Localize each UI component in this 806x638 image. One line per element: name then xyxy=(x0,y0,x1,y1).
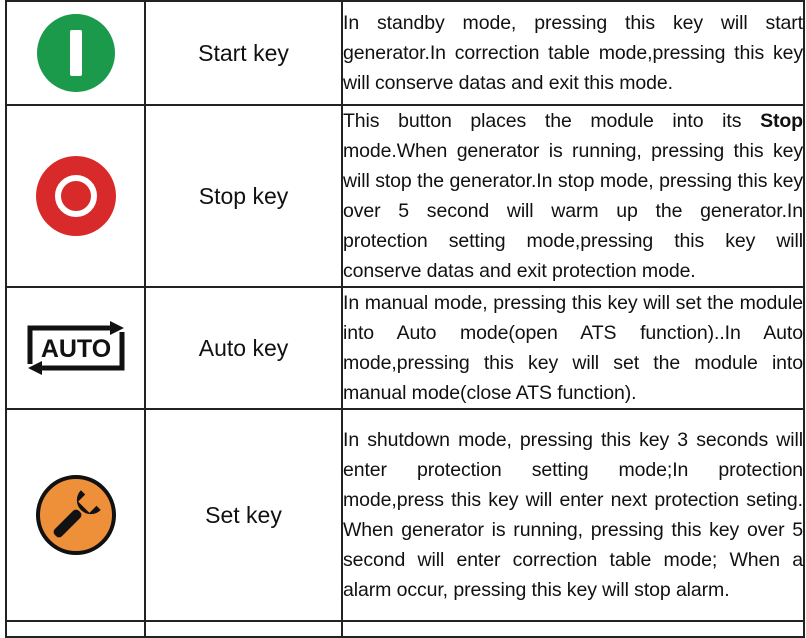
stop-icon xyxy=(35,155,117,237)
icon-cell xyxy=(6,1,145,105)
key-description: In manual mode, pressing this key will set the module into Auto mode(open ATS function)..In Auto mode,pressing this key will set the module into manual mode(close ATS function). xyxy=(342,287,804,409)
empty-cell xyxy=(342,621,804,637)
table-row xyxy=(6,105,804,287)
table-row xyxy=(6,1,804,105)
table-row xyxy=(6,409,804,621)
key-description: In shutdown mode, pressing this key 3 seconds will enter protection setting mode;In protection mode,press this key will enter next protection seting. When generator is running, pressing this key over 5 second will enter correction table mode; When a alarm occur, pressing this key will stop alarm. xyxy=(342,409,804,621)
empty-cell xyxy=(145,621,342,637)
icon-cell xyxy=(6,105,145,287)
description-text: This button places the module into its xyxy=(343,110,761,132)
table-row xyxy=(6,287,804,409)
key-description: In standby mode, pressing this key will start generator.In correction table mode,pressing this key will conserve datas and exit this mode. xyxy=(342,1,804,105)
icon-cell xyxy=(6,287,145,409)
key-name: Set key xyxy=(145,409,342,621)
table-row xyxy=(6,621,804,637)
empty-cell xyxy=(6,621,145,637)
start-icon xyxy=(36,13,116,93)
key-description xyxy=(342,105,804,287)
auto-icon-label: AUTO xyxy=(40,335,111,363)
icon-cell xyxy=(6,409,145,621)
wrench-icon xyxy=(35,474,117,556)
keys-table xyxy=(5,0,805,638)
description-bold-text: Stop xyxy=(760,110,803,132)
key-name: Auto key xyxy=(145,287,342,409)
key-name: Stop key xyxy=(145,105,342,287)
description-text: mode.When generator is running, pressing this key will stop the generator.In stop mode, pressing this key over 5 second will warm up the generator.In protection setting mode,pressing this key will conserve datas and exit protection mode. xyxy=(343,140,803,282)
auto-icon xyxy=(24,320,128,376)
key-name: Start key xyxy=(145,1,342,105)
